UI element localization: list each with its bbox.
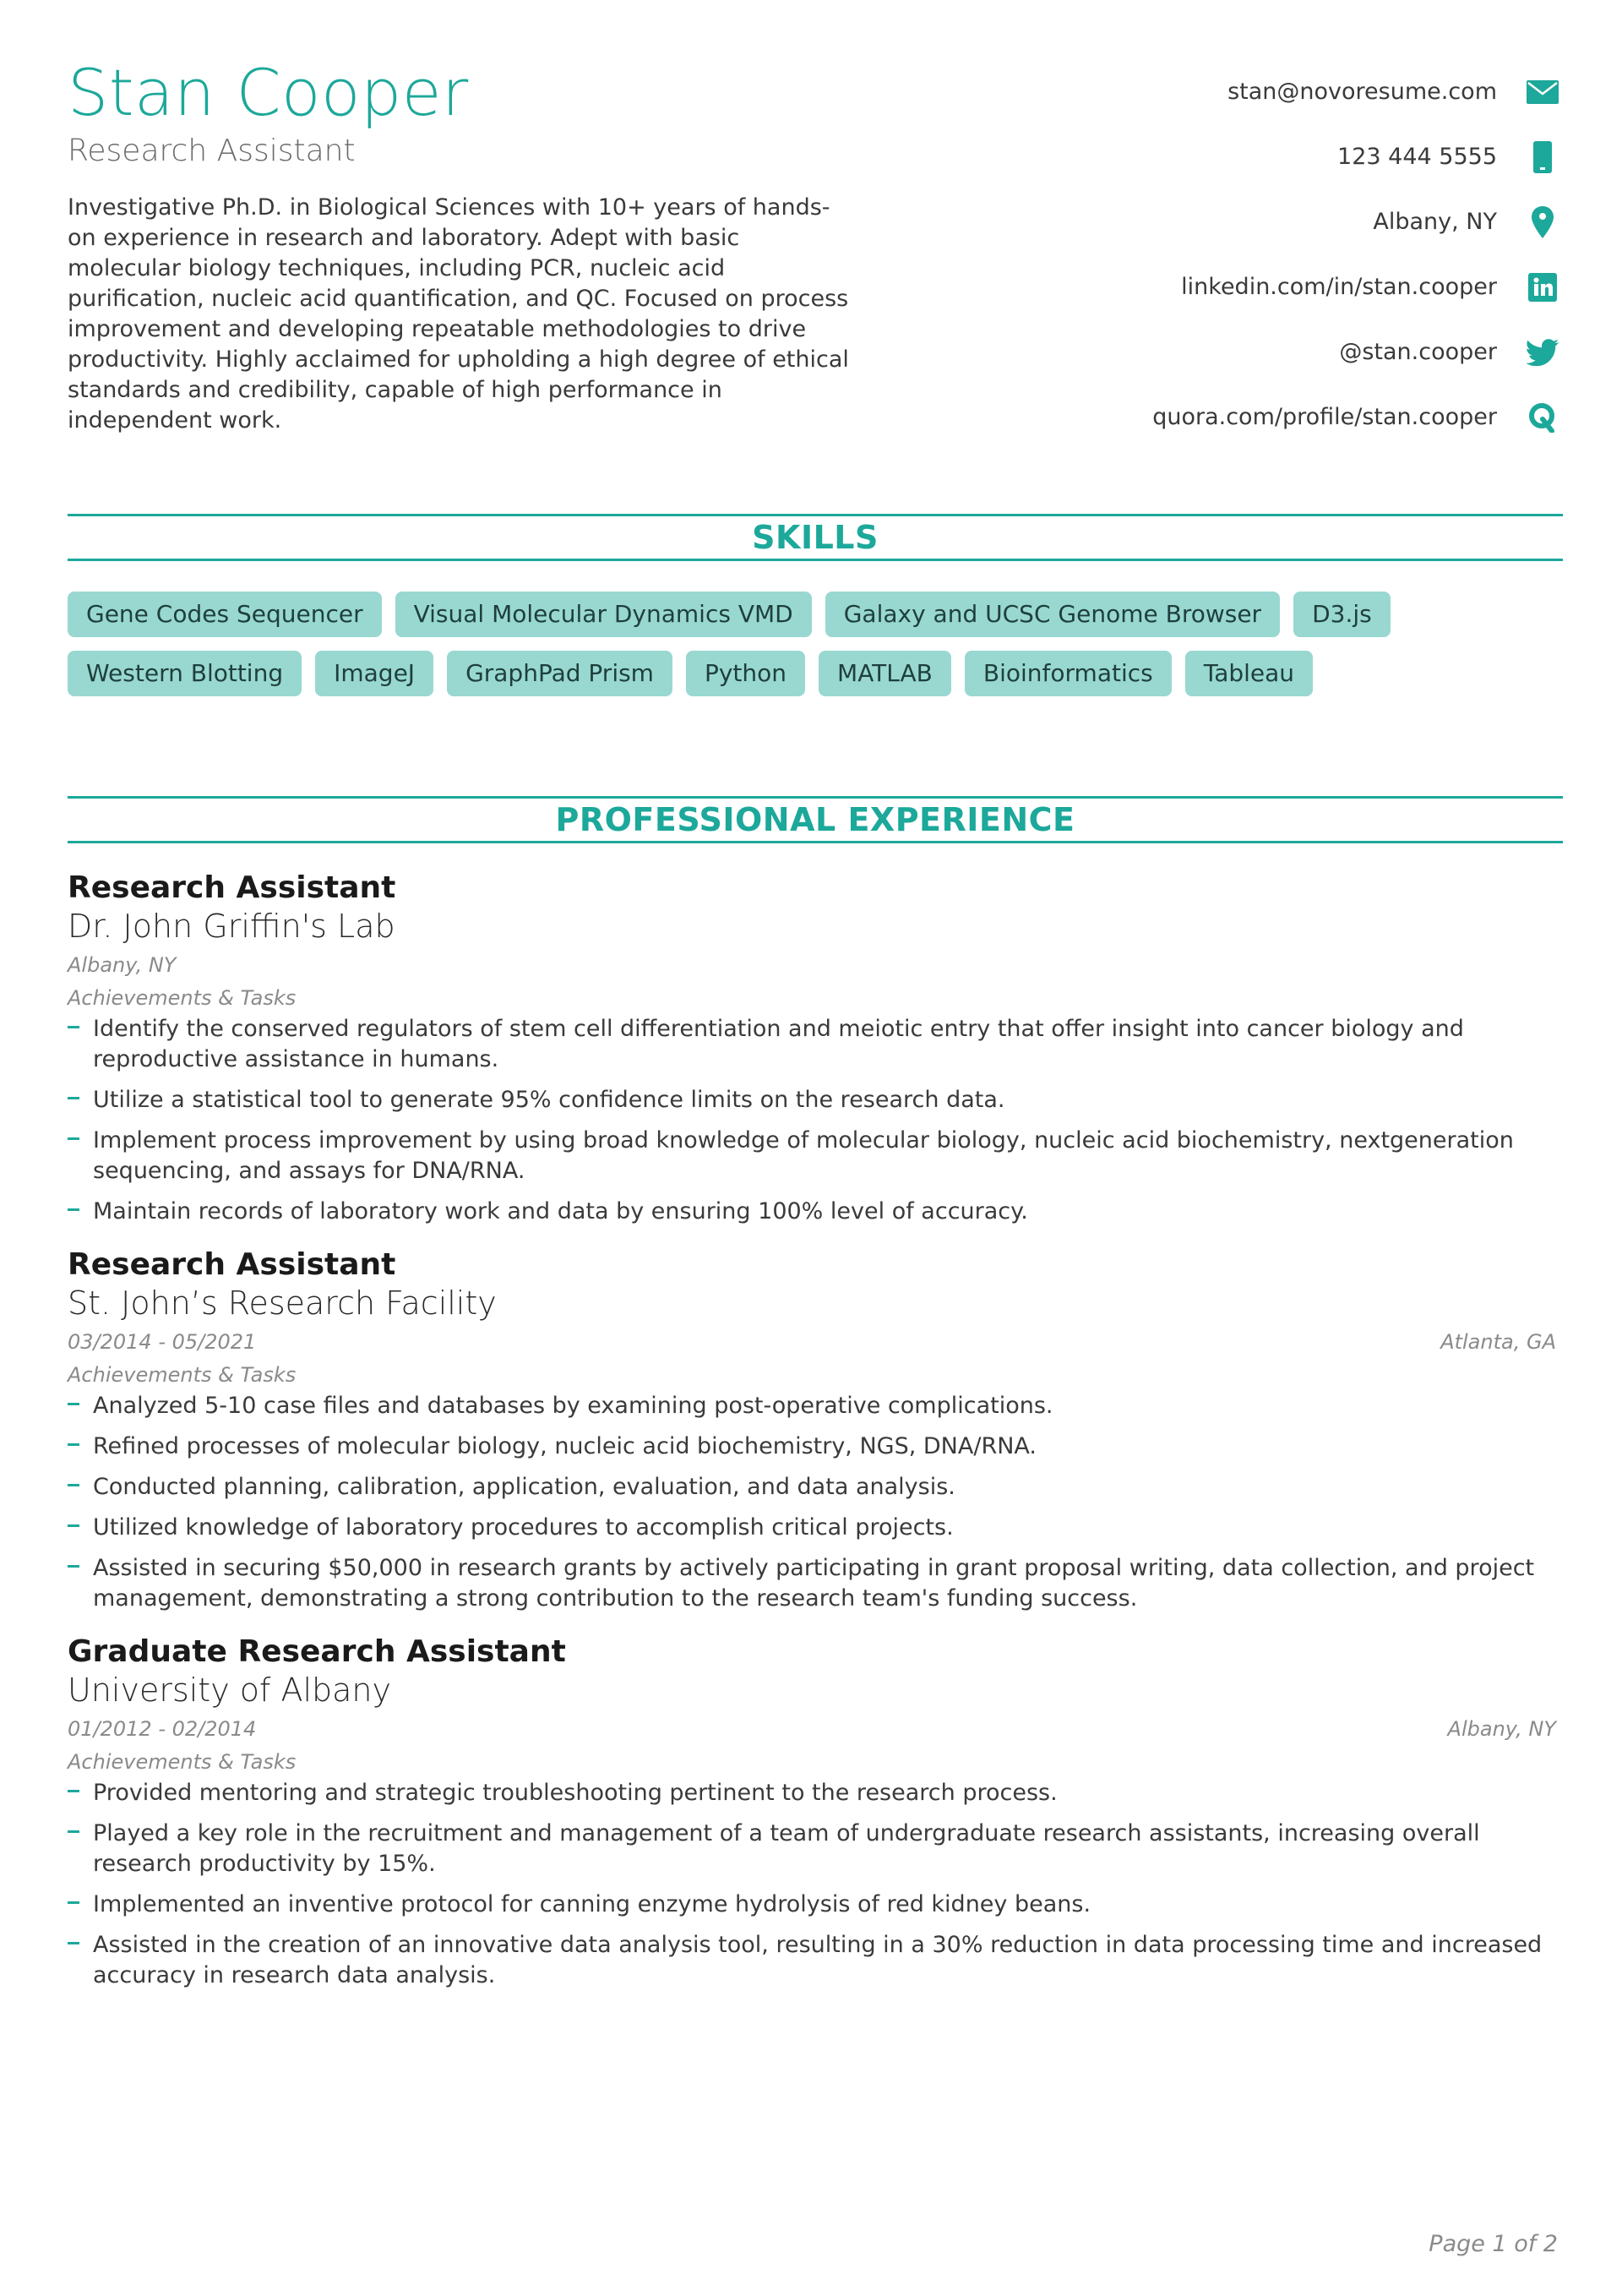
skill-tag: ImageJ — [315, 651, 433, 696]
job-company: Dr. John Griffin's Lab — [68, 908, 395, 945]
skills-heading: SKILLS — [752, 519, 879, 556]
contact-quora[interactable] — [799, 384, 1559, 450]
contact-twitter[interactable] — [799, 319, 1559, 384]
contact-linkedin-text[interactable]: linkedin.com/in/stan.cooper — [1181, 274, 1497, 300]
contact-email[interactable] — [799, 59, 1559, 124]
job-bullets — [68, 1778, 1556, 1991]
candidate-role: Research Assistant — [68, 134, 356, 168]
job-bullet: Identify the conserved regulators of stem cell differentiation and meiotic entry that offer insight into cancer biology and reproductive assistance in humans. — [68, 1014, 1556, 1075]
job-meta — [68, 1712, 1556, 1746]
contact-quora-text[interactable]: quora.com/profile/stan.cooper — [1152, 404, 1497, 430]
contact-phone-text[interactable]: 123 444 5555 — [1337, 144, 1497, 170]
skills-list — [68, 592, 1563, 696]
contact-location[interactable] — [799, 189, 1559, 254]
job-bullet: Refined processes of molecular biology, nucleic acid biochemistry, NGS, DNA/RNA. — [68, 1432, 1556, 1462]
job-bullet: Played a key role in the recruitment and management of a team of undergraduate research assistants, increasing overall research productivity by 15%. — [68, 1819, 1556, 1879]
job-meta — [68, 1325, 1556, 1359]
job-company: University of Albany — [68, 1672, 392, 1709]
skill-tag: Visual Molecular Dynamics VMD — [395, 592, 812, 637]
job-title: Graduate Research Assistant — [68, 1634, 566, 1669]
job-location: Atlanta, GA — [1440, 1330, 1556, 1354]
skill-tag: MATLAB — [819, 651, 951, 696]
contact-linkedin[interactable] — [799, 254, 1559, 319]
job-bullet: Provided mentoring and strategic troubleshooting pertinent to the research process. — [68, 1778, 1556, 1808]
candidate-name: Stan Cooper — [68, 55, 469, 130]
skill-tag: Gene Codes Sequencer — [68, 592, 382, 637]
job-location: Albany, NY — [1447, 1717, 1556, 1741]
skill-tag: GraphPad Prism — [447, 651, 672, 696]
job-bullet: Assisted in the creation of an innovative data analysis tool, resulting in a 30% reduction in data processing time and increased accuracy in research data analysis. — [68, 1930, 1556, 1991]
job-bullet: Conducted planning, calibration, application, evaluation, and data analysis. — [68, 1472, 1556, 1502]
linkedin-icon — [1526, 270, 1559, 304]
skill-tag: Bioinformatics — [965, 651, 1172, 696]
job-entry — [68, 1246, 1556, 1614]
job-bullet: Implement process improvement by using broad knowledge of molecular biology, nucleic acid biochemistry, nextgeneration sequencing, and assays for DNA/RNA. — [68, 1126, 1556, 1186]
job-subheading: Achievements & Tasks — [68, 1750, 297, 1774]
experience-list — [68, 869, 1556, 2010]
phone-icon — [1526, 140, 1559, 174]
job-dates: 03/2014 - 05/2021 — [68, 1330, 257, 1354]
job-entry — [68, 1633, 1556, 1991]
skill-tag: Galaxy and UCSC Genome Browser — [825, 592, 1280, 637]
email-icon — [1526, 75, 1559, 109]
contact-location-text[interactable]: Albany, NY — [1373, 209, 1497, 235]
job-entry — [68, 869, 1556, 1227]
location-icon — [1526, 205, 1559, 239]
experience-heading: PROFESSIONAL EXPERIENCE — [555, 801, 1075, 838]
job-bullet: Maintain records of laboratory work and data by ensuring 100% level of accuracy. — [68, 1197, 1556, 1227]
skill-tag: Tableau — [1185, 651, 1313, 696]
skills-section-header — [68, 514, 1563, 561]
page-indicator: Page 1 of 2 — [1429, 2231, 1558, 2257]
twitter-icon — [1526, 335, 1559, 369]
skill-tag: Western Blotting — [68, 651, 302, 696]
job-bullet: Utilize a statistical tool to generate 95% confidence limits on the research data. — [68, 1085, 1556, 1115]
job-bullet: Analyzed 5-10 case files and databases by examining post-operative complications. — [68, 1391, 1556, 1421]
job-title: Research Assistant — [68, 870, 396, 905]
job-dates: 01/2012 - 02/2014 — [68, 1717, 257, 1741]
job-dates: Albany, NY — [68, 953, 177, 977]
job-bullet: Utilized knowledge of laboratory procedures to accomplish critical projects. — [68, 1513, 1556, 1543]
skill-tag: Python — [686, 651, 805, 696]
job-meta — [68, 948, 1556, 982]
job-subheading: Achievements & Tasks — [68, 1363, 297, 1387]
job-bullet: Implemented an inventive protocol for canning enzyme hydrolysis of red kidney beans. — [68, 1890, 1556, 1920]
job-bullets — [68, 1014, 1556, 1227]
contact-phone[interactable] — [799, 124, 1559, 189]
profile-summary: Investigative Ph.D. in Biological Sciences with 10+ years of hands-on experience in research and laboratory. Adept with basic molecular biology techniques, including PCR, nucleic acid purification, nucleic acid quantification, and QC. Focused on process improvement and developing repeatable methodologies to drive productivity. Highly acclaimed for upholding a high degree of ethical standards and credibility, capable of high performance in independent work. — [68, 194, 849, 434]
job-bullet: Assisted in securing $50,000 in research grants by actively participating in grant proposal writing, data collection, and project management, demonstrating a strong contribution to the research team's funding success. — [68, 1553, 1556, 1614]
experience-section-header — [68, 796, 1563, 843]
contact-list — [799, 59, 1559, 450]
job-subheading: Achievements & Tasks — [68, 986, 297, 1010]
job-bullets — [68, 1391, 1556, 1614]
quora-icon — [1526, 401, 1559, 434]
contact-twitter-text[interactable]: @stan.cooper — [1339, 339, 1497, 365]
contact-email-text[interactable]: stan@novoresume.com — [1227, 79, 1497, 105]
job-company: St. John’s Research Facility — [68, 1284, 497, 1322]
job-title: Research Assistant — [68, 1247, 396, 1282]
skill-tag: D3.js — [1293, 592, 1391, 637]
